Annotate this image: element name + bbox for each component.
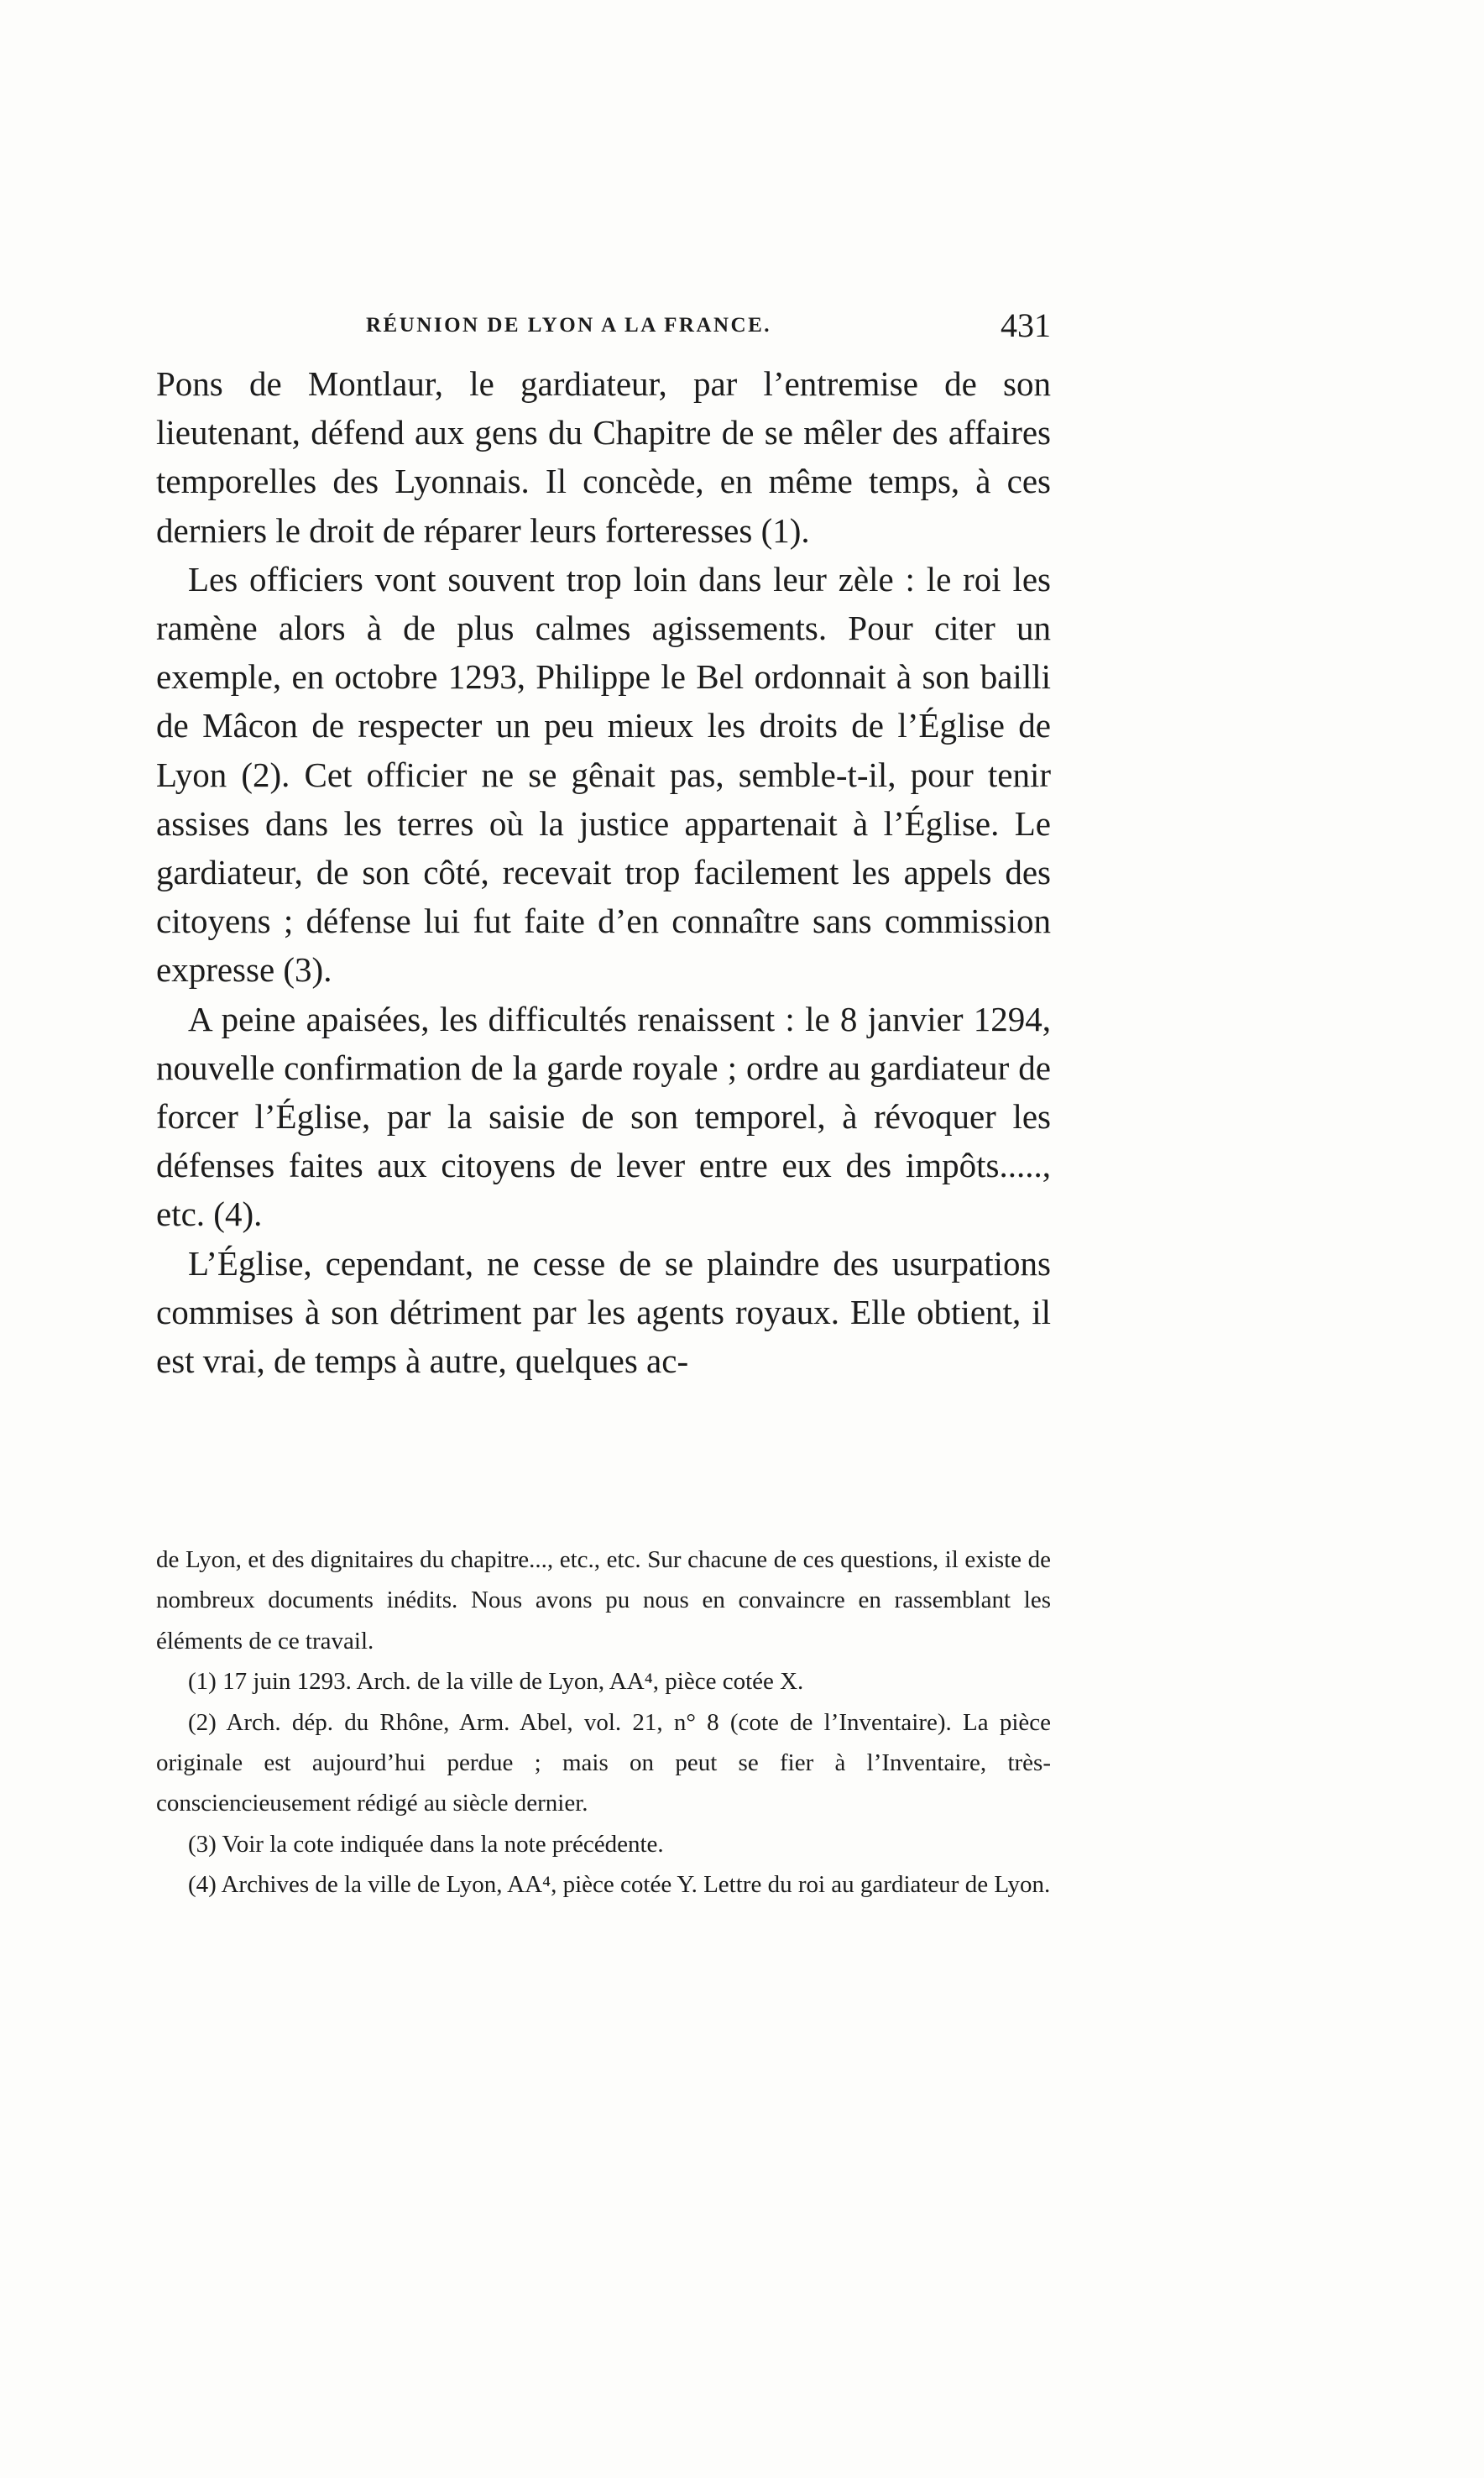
footnote-continuation: de Lyon, et des dignitaires du chapitre..., etc., etc. Sur chacune de ces questions, il existe de nombreux documents inédits. Nous avons pu nous en convaincre en rassemblant les éléments de ce travail. [156,1546,1051,1655]
footnote-2: (2) Arch. dép. du Rhône, Arm. Abel, vol. 21, n° 8 (cote de l’Inventaire). La pièce originale est aujourd’hui perdue ; mais on peut se fier à l’Inventaire, très-consciencieusement rédigé au siècle dernier. [156,1708,1051,1817]
paragraph: Pons de Montlaur, le gardiateur, par l’entremise de son lieutenant, défend aux gens du Chapitre de se mêler des affaires temporelles des Lyonnais. Il concède, en même temps, à ces derniers le droit de réparer leurs forteresses (1). [156,364,1051,550]
footnote-4: (4) Archives de la ville de Lyon, AA⁴, pièce cotée Y. Lettre du roi au gardiateur de Lyon. [188,1871,1051,1899]
footnote-1: (1) 17 juin 1293. Arch. de la ville de Lyon, AA⁴, pièce cotée X. [188,1668,804,1696]
paragraph: Les officiers vont souvent trop loin dans leur zèle : le roi les ramène alors à de plus calmes agissements. Pour citer un exemple, en octobre 1293, Philippe le Bel ordonnait à son bailli de Mâcon de respecter un peu mieux les droits de l’Église de Lyon (2). Cet officier ne se gênait pas, semble-t-il, pour tenir assises dans les terres où la justice appartenait à l’Église. Le gardiateur, de son côté, recevait trop facilement les appels des citoyens ; défense lui fut faite d’en connaître sans commission expresse (3). [156,559,1051,990]
paragraph: L’Église, cependant, ne cesse de se plaindre des usurpations commises à son détriment par les agents royaux. Elle obtient, il est vrai, de temps à autre, quelques ac- [156,1243,1051,1381]
body-text [156,359,1051,1385]
footnotes [156,1540,1051,1906]
page-number: 431 [1001,306,1051,344]
paragraph: A peine apaisées, les difficultés renaissent : le 8 janvier 1294, nouvelle confirmation de la garde royale ; ordre au gardiateur de forcer l’Église, par la saisie de son temporel, à révoquer les défenses faites aux citoyens de lever entre eux des impôts....., etc. (4). [156,999,1051,1234]
running-title: RÉUNION DE LYON A LA FRANCE. [366,314,772,337]
footnote-3: (3) Voir la cote indiquée dans la note précédente. [188,1830,664,1858]
running-head [156,306,1051,349]
